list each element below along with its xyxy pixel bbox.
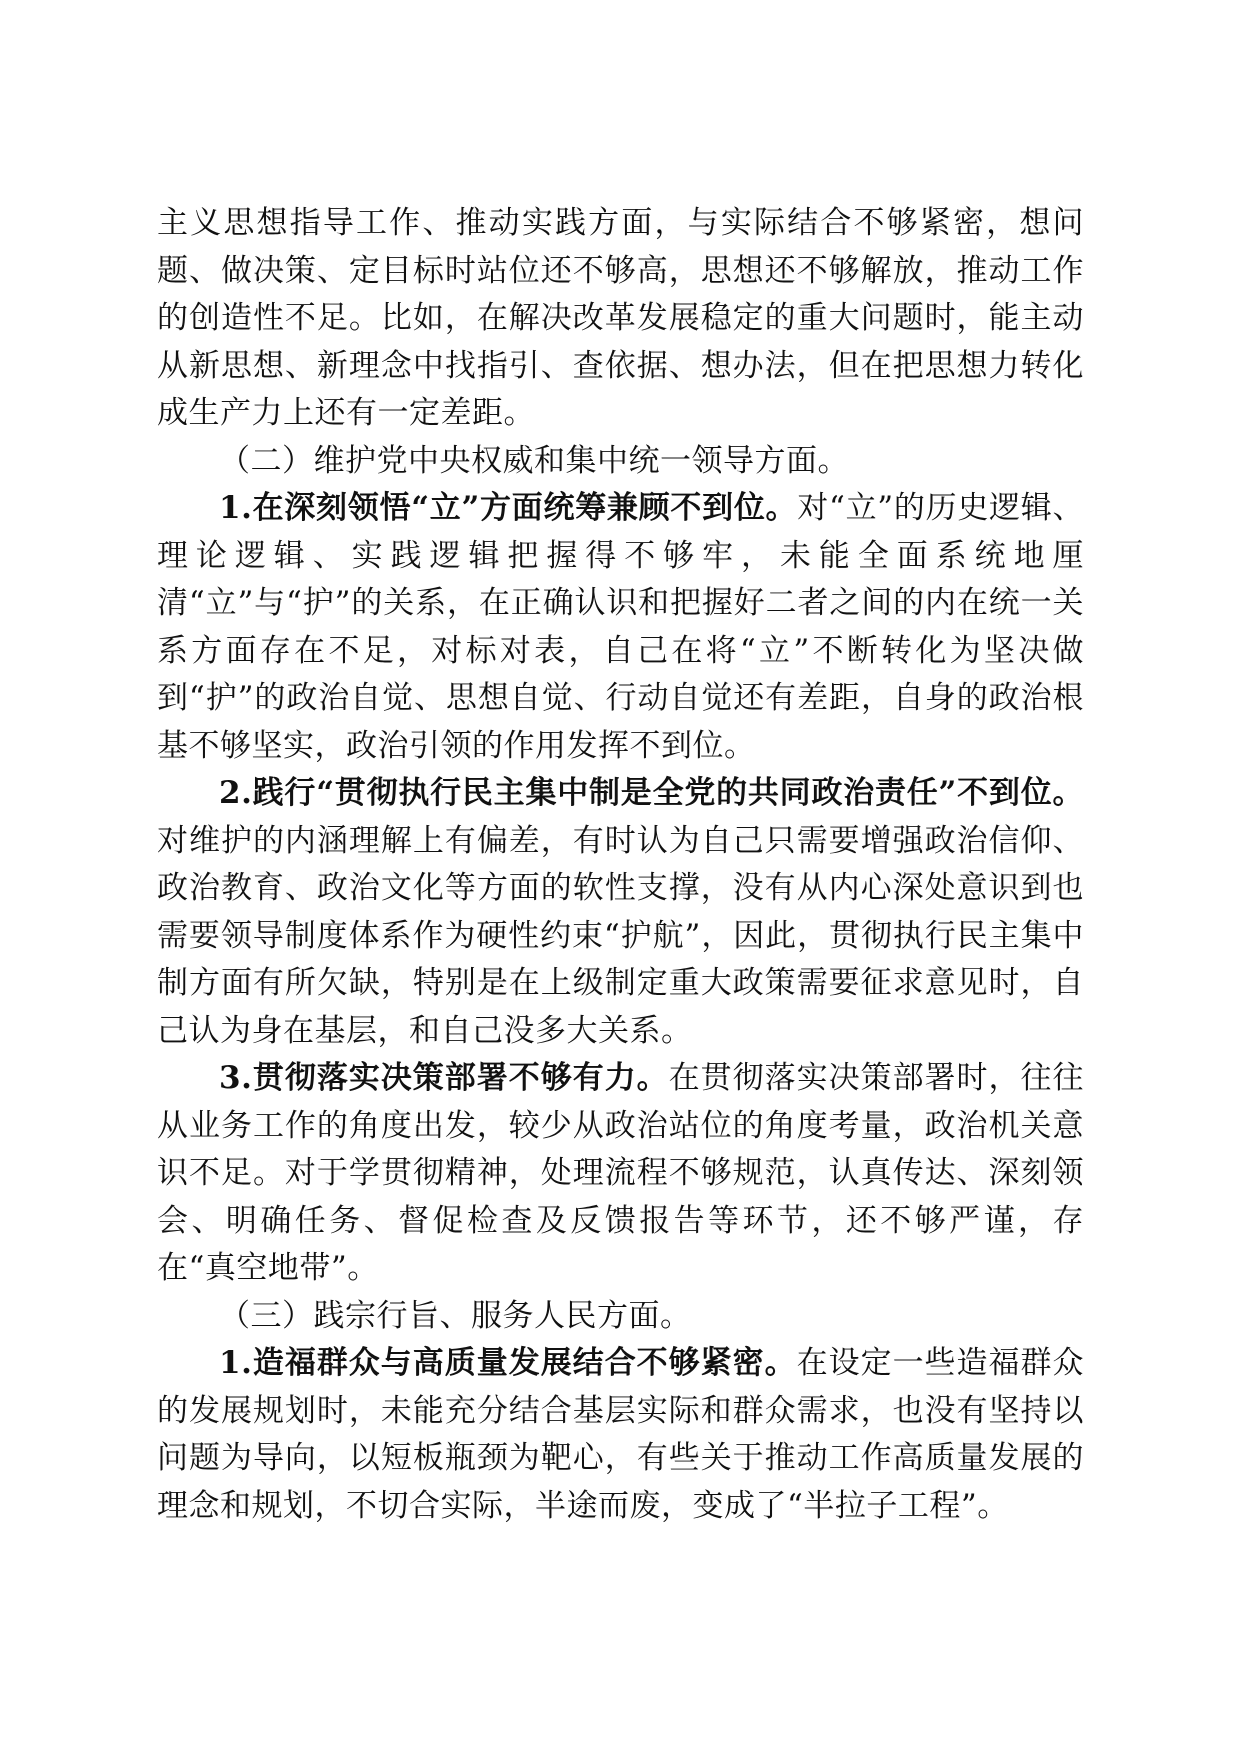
item-title: 2.践行“贯彻执行民主集中制是全党的共同政治责任”不到位。 bbox=[219, 775, 1084, 811]
item-body: 在贯彻落实决策部署时，往往从业务工作的角度出发，较少从政治站位的角度考量，政治机关意识不足。对于学贯彻精神，处理流程不够规范，认真传达、深刻领会、明确任务、督促检查及反馈报告等环节，还不够严谨，存在“真空地带”。 bbox=[157, 1060, 1084, 1286]
section-2-item-2 bbox=[157, 770, 1084, 1055]
item-body: 对“立”的历史逻辑、理论逻辑、实践逻辑把握得不够牢，未能全面系统地厘清“立”与“护”的关系，在正确认识和把握好二者之间的内在统一关系方面存在不足，对标对表，自己在将“立”不断转化为坚决做到“护”的政治自觉、思想自觉、行动自觉还有差距，自身的政治根基不够坚实，政治引领的作用发挥不到位。 bbox=[157, 490, 1084, 764]
item-title: 3.贯彻落实决策部署不够有力。 bbox=[219, 1060, 669, 1096]
section-heading-3: （三）践宗行旨、服务人民方面。 bbox=[219, 1297, 692, 1334]
item-title: 1.造福群众与高质量发展结合不够紧密。 bbox=[219, 1345, 797, 1381]
section-3-item-1 bbox=[157, 1340, 1084, 1530]
item-title: 1.在深刻领悟“立”方面统筹兼顾不到位。 bbox=[219, 490, 798, 526]
section-2-item-3 bbox=[157, 1055, 1084, 1293]
opening-paragraph: 主义思想指导工作、推动实践方面，与实际结合不够紧密，想问题、做决策、定目标时站位还不够高，思想还不够解放，推动工作的创造性不足。比如，在解决改革发展稳定的重大问题时，能主动从新思想、新理念中找指引、查依据、想办法，但在把思想力转化成生产力上还有一定差距。 bbox=[157, 205, 1084, 431]
document-body bbox=[157, 200, 1084, 1530]
section-2-item-1 bbox=[157, 485, 1084, 770]
section-heading-2: （二）维护党中央权威和集中统一领导方面。 bbox=[219, 442, 849, 479]
item-body: 在设定一些造福群众的发展规划时，未能充分结合基层实际和群众需求，也没有坚持以问题为导向，以短板瓶颈为靶心，有些关于推动工作高质量发展的理念和规划，不切合实际，半途而废，变成了“半拉子工程”。 bbox=[157, 1345, 1084, 1524]
item-body: 对维护的内涵理解上有偏差，有时认为自己只需要增强政治信仰、政治教育、政治文化等方面的软性支撑，没有从内心深处意识到也需要领导制度体系作为硬性约束“护航”，因此，贯彻执行民主集中制方面有所欠缺，特别是在上级制定重大政策需要征求意见时，自己认为身在基层，和自己没多大关系。 bbox=[157, 822, 1084, 1049]
